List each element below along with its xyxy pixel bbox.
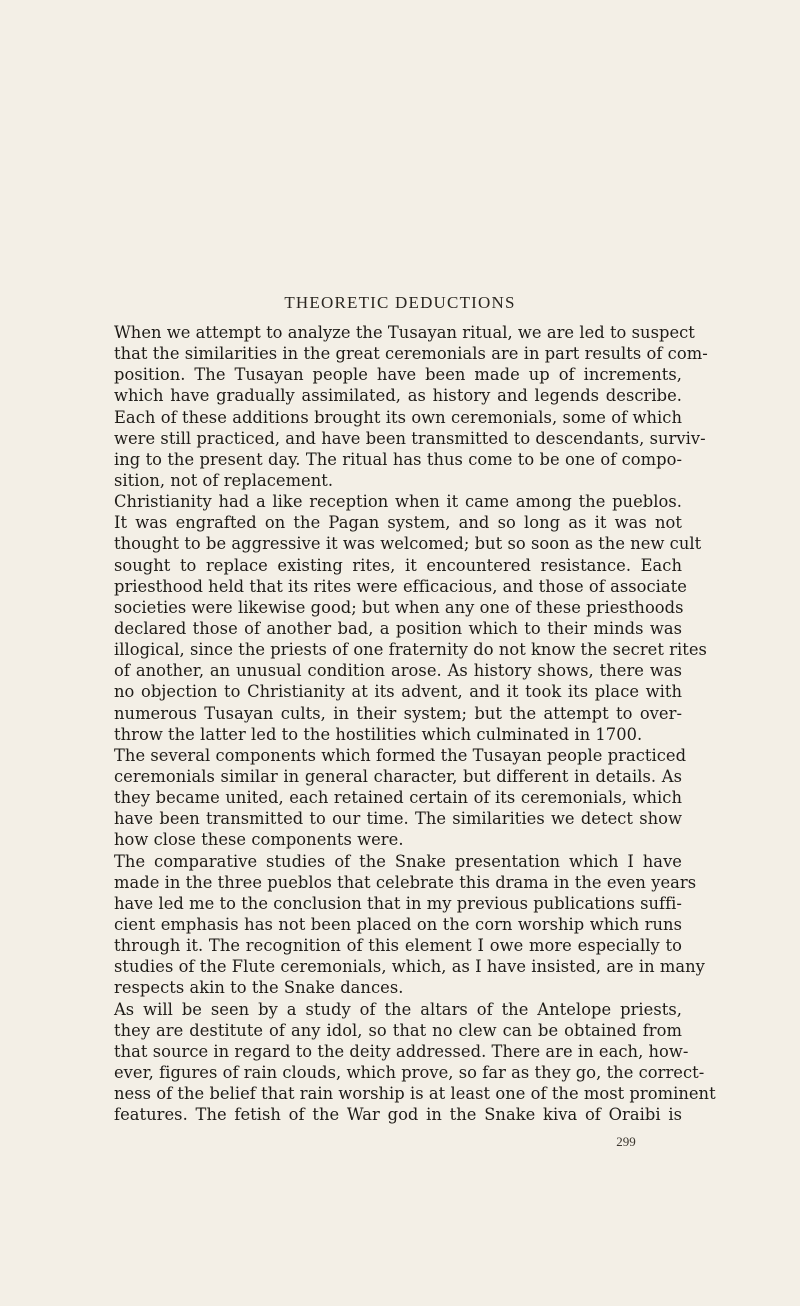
text-line: that the similarities in the great ceremonials are in part results of com- xyxy=(114,344,708,364)
text-line: thought to be aggressive it was welcomed; but so soon as the new cult xyxy=(114,534,702,554)
text-line: studies of the Flute ceremonials, which, as I have insisted, are in many xyxy=(114,957,705,977)
text-line: As will be seen by a study of the altars of the Antelope priests, xyxy=(114,999,682,1019)
text-line: position. The Tusayan people have been made up of increments, xyxy=(114,365,682,385)
text-line: ness of the belief that rain worship is at least one of the most prominent xyxy=(114,1084,716,1104)
text-line: cient emphasis has not been placed on the corn worship which runs xyxy=(114,914,682,934)
text-line: were still practiced, and have been transmitted to descendants, surviv- xyxy=(114,428,706,448)
text-line: have led me to the conclusion that in my previous publications suffi- xyxy=(114,893,682,913)
text-line: sought to replace existing rites, it encountered resistance. Each xyxy=(114,555,682,575)
text-line: illogical, since the priests of one fraternity do not know the secret rites xyxy=(114,640,707,660)
text-line: sition, not of replacement. xyxy=(114,470,334,490)
text-line: made in the three pueblos that celebrate this drama in the even years xyxy=(114,872,697,892)
text-line: declared those of another bad, a position which to their minds was xyxy=(114,618,682,638)
text-line: It was engrafted on the Pagan system, and so long as it was not xyxy=(114,513,682,533)
text-line: ever, figures of rain clouds, which prove, so far as they go, the correct- xyxy=(114,1062,705,1082)
text-line: ceremonials similar in general character, but different in details. As xyxy=(114,766,682,786)
text-line: they became united, each retained certain of its ceremonials, which xyxy=(114,788,682,808)
text-line: they are destitute of any idol, so that no clew can be obtained from xyxy=(114,1020,682,1040)
text-line: The several components which formed the Tusayan people practiced xyxy=(114,745,687,765)
text-line: When we attempt to analyze the Tusayan ritual, we are led to suspect xyxy=(114,323,695,342)
text-line: features. The fetish of the War god in the Snake kiva of Oraibi is xyxy=(114,1105,682,1125)
text-line: of another, an unusual condition arose. As history shows, there was xyxy=(114,661,682,681)
text-line: through it. The recognition of this element I owe more especially to xyxy=(114,936,682,956)
text-line: Each of these additions brought its own ceremonials, some of which xyxy=(114,407,682,427)
text-line: have been transmitted to our time. The similarities we detect show xyxy=(114,809,682,829)
text-line: societies were likewise good; but when any one of these priesthoods xyxy=(114,597,684,617)
text-line: Christianity had a like reception when it came among the pueblos. xyxy=(114,492,682,512)
running-head: THEORETIC DEDUCTIONS xyxy=(284,293,516,312)
text-line: no objection to Christianity at its advent, and it took its place with xyxy=(114,682,682,702)
text-line: respects akin to the Snake dances. xyxy=(114,978,404,998)
text-line: how close these components were. xyxy=(114,830,404,850)
text-line: numerous Tusayan cults, in their system; but the attempt to over- xyxy=(114,703,682,723)
text-line: which have gradually assimilated, as history and legends describe. xyxy=(114,386,682,406)
text-line: The comparative studies of the Snake presentation which I have xyxy=(114,851,682,871)
page-number: 299 xyxy=(616,1134,636,1149)
text-line: that source in regard to the deity addressed. There are in each, how- xyxy=(114,1041,689,1061)
text-line: throw the latter led to the hostilities which culminated in 1700. xyxy=(114,724,643,744)
body-text xyxy=(114,322,716,1125)
text-line: priesthood held that its rites were efficacious, and those of associate xyxy=(114,576,687,596)
text-line: ing to the present day. The ritual has thus come to be one of compo- xyxy=(114,449,682,469)
